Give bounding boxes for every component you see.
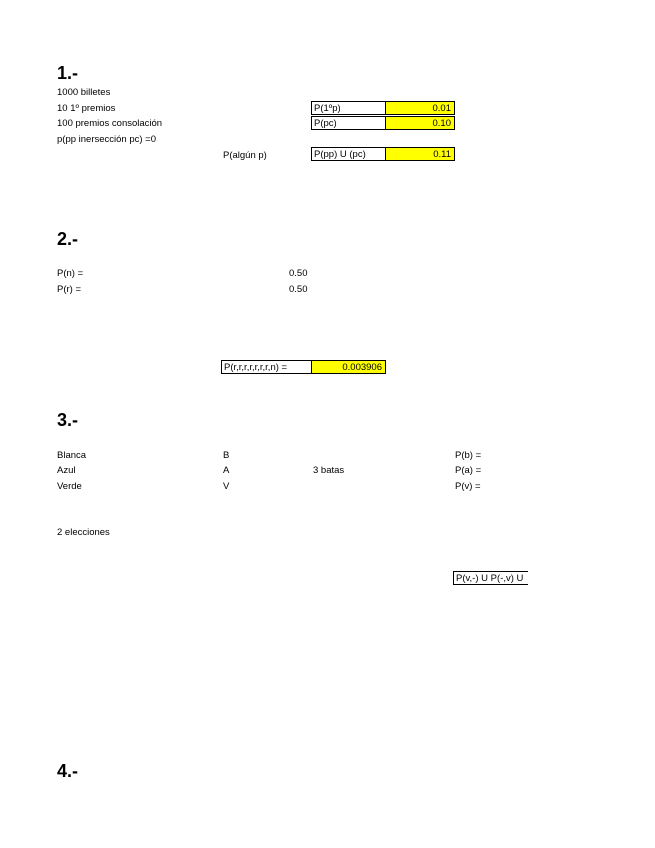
section-4-heading: 4.-: [57, 761, 79, 781]
s2-result-label: P(r,r,r,r,r,r,r,n) =: [221, 360, 312, 374]
s1-box-label-pc: P(pc): [311, 116, 386, 130]
s3-color-blanca: Blanca: [57, 450, 87, 461]
s2-pn-label: P(n) =: [57, 268, 84, 279]
s2-result-value: 0.003906: [311, 360, 386, 374]
s3-code-a: A: [223, 465, 230, 476]
s3-formula-cell: P(v,-) U P(-,v) U: [453, 571, 528, 585]
s3-prob-b: P(b) =: [455, 450, 482, 461]
s1-box-label-1ºp: P(1ºp): [311, 101, 386, 115]
section-1-heading: 1.-: [57, 63, 79, 83]
s3-prob-a: P(a) =: [455, 465, 482, 476]
s3-color-verde: Verde: [57, 481, 82, 492]
s3-code-b: B: [223, 450, 230, 461]
s2-pr-value: 0.50: [289, 284, 308, 295]
s1-box-value-pc: 0.10: [385, 116, 455, 130]
s3-code-v: V: [223, 481, 230, 492]
s1-line-interseccion: p(pp inersección pc) =0: [57, 134, 157, 145]
s2-pr-label: P(r) =: [57, 284, 82, 295]
s1-box-value-union: 0.11: [385, 147, 455, 161]
s3-prob-v: P(v) =: [455, 481, 481, 492]
s1-line-consolacion: 100 premios consolación: [57, 118, 163, 129]
section-2-heading: 2.-: [57, 229, 79, 249]
s1-box-label-union: P(pp) U (pc): [311, 147, 386, 161]
s3-color-azul: Azul: [57, 465, 76, 476]
s1-line-billetes: 1000 billetes: [57, 87, 111, 98]
s3-batas: 3 batas: [313, 465, 345, 476]
s2-pn-value: 0.50: [289, 268, 308, 279]
s1-line-premios: 10 1º premios: [57, 103, 116, 114]
section-3-heading: 3.-: [57, 410, 79, 430]
s1-alguno-label: P(algún p): [223, 150, 267, 161]
s3-elecciones: 2 elecciones: [57, 527, 110, 538]
s1-box-value-1ºp: 0.01: [385, 101, 455, 115]
